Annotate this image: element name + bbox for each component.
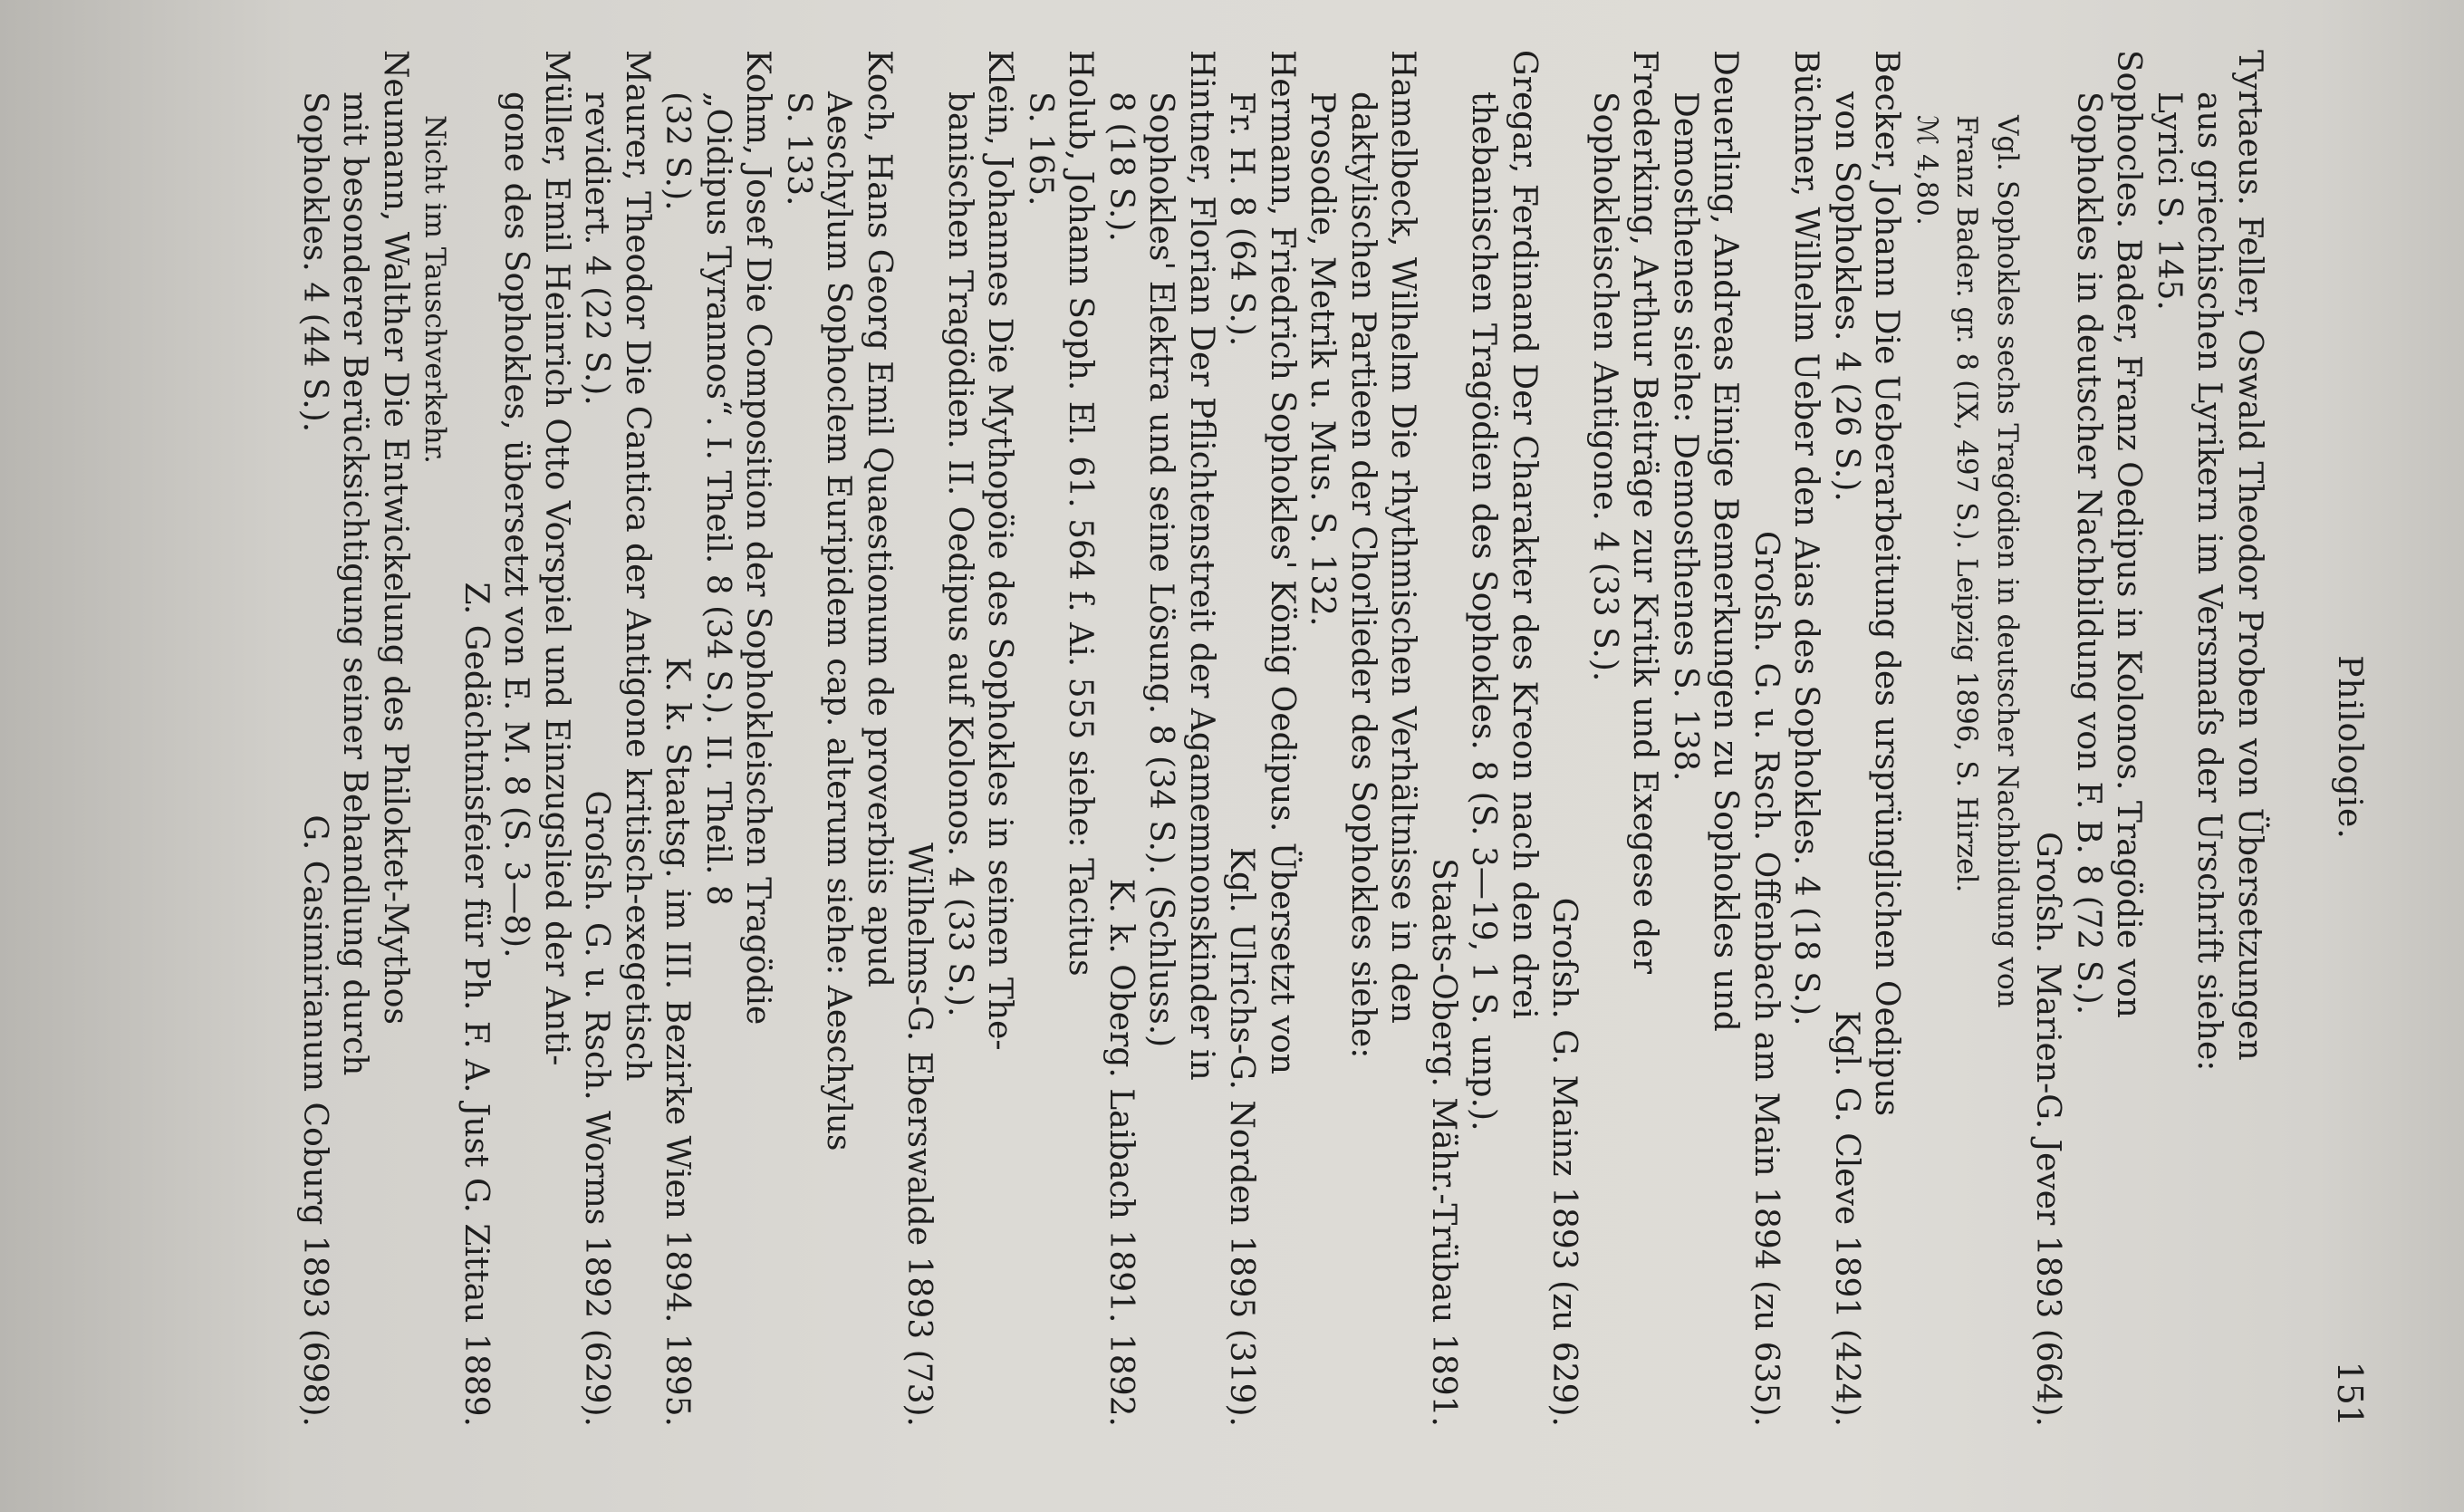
running-head: Philologie. — [2331, 655, 2368, 840]
entry-line: revidiert. 4 (22 S.). Groſsh. G. u. Rsch. Worms 1892 (629). — [576, 50, 617, 1427]
entry-line: 8 (18 S.). K. k. Oberg. Laibach 1891. 1892. — [1101, 50, 1141, 1427]
entry-line: Gregar, Ferdinand Der Charakter des Kreon nach den drei — [1506, 50, 1543, 1019]
entry-source: Groſsh. G. u. Rsch. Worms 1892 (629). — [578, 790, 616, 1427]
entry-line: Groſsh. G. Mainz 1893 (zu 629). — [1545, 897, 1583, 1427]
entry-line: Vgl. Sophokles sechs Tragödien in deutscher Nachbildung von — [1991, 115, 2024, 1008]
entry-source: Kgl. G. Cleve 1891 (424). — [1828, 1010, 1865, 1427]
entry-line: Fr. H. 8 (64 S.). Kgl. Ulrichs-G. Norden 1895 (319). — [1221, 50, 1262, 1427]
entry-line: Z. Gedächtnisfeier für Ph. F. A. Just G. Zittau 1889. — [457, 582, 495, 1427]
entry-line: S. 133. — [780, 91, 817, 207]
page-header — [2319, 50, 2373, 1445]
entry-line: Sophokles. 4 (44 S.). G. Casimirianum Coburg 1893 (698). — [294, 50, 335, 1427]
entry-line: Hintner, Florian Der Pflichtenstreit der Agamemnonskinder in — [1183, 50, 1220, 1081]
entry-source: K. k. Staatsg. im III. Bezirke Wien 1894. 1895. — [659, 657, 697, 1427]
entry-line: Tyrtaeus. Feller, Oswald Theodor Proben von Übersetzungen — [2231, 50, 2268, 1061]
entry-line: aus griechischen Lyrikern im Versmaſs der Urschrift siehe: — [2190, 91, 2228, 1072]
entry-line: Lyrici S. 145. — [2151, 91, 2188, 311]
entry-line: Groſsh. G. u. Rsch. Offenbach am Main 1894 (zu 635). — [1747, 530, 1785, 1427]
entry-line: Klein, Johannes Die Mythopöie des Sophokles in seinen The- — [981, 50, 1019, 1051]
entry-line: Hermann, Friedrich Sophokles' König Oedipus. Übersetzt von — [1264, 50, 1301, 1074]
entry-line: Deuerling, Andreas Einige Bemerkungen zu Sophokles und — [1707, 50, 1745, 1032]
entry-line: Nicht im Tauschverkehr. — [419, 115, 452, 464]
rotated-page-content — [199, 50, 2373, 1463]
entry-line: Sophokles' Elektra und seine Lösung. 8 (34 S.). (Schluss.) — [1142, 91, 1180, 1048]
entry-line: „Oidipus Tyrannos“. I. Theil. 8 (34 S.). II. Theil. 8 — [699, 91, 736, 906]
entry-source: K. k. Oberg. Laibach 1891. 1892. — [1102, 878, 1140, 1427]
entry-line: thebanischen Tragödien des Sophokles. 8 (S. 3—19, 1 S. unp.). — [1465, 91, 1503, 1132]
entry-line: Sophokleischen Antigone. 4 (33 S.). — [1586, 91, 1623, 682]
entry-line: banischen Tragödien. II. Oedipus auf Kolonos. 4 (33 S.). — [941, 91, 978, 1017]
entry-line: Groſsh. Marien-G. Jever 1893 (664). — [2029, 832, 2067, 1427]
entry-line: Prosodie, Metrik u. Mus. S. 132. — [1304, 91, 1342, 627]
entry-line: S. 165. — [1022, 91, 1059, 207]
entry-line: Staats-Oberg. Mähr.-Trübau 1891. — [1425, 858, 1462, 1427]
entry-line: Sophocles. Bader, Franz Oedipus in Kolonos. Tragödie von — [2110, 50, 2148, 1018]
entry-line: daktylischen Partieen der Chorlieder des Sophokles siehe: — [1344, 91, 1381, 1059]
entry-line: Sophokles in deutscher Nachbildung von F. B. 8 (72 S.). — [2070, 91, 2107, 1016]
entry-line: Büchner, Wilhelm Ueber den Aias des Sophokles. 4 (18 S.). — [1787, 50, 1825, 1026]
entry-line: Müller, Emil Heinrich Otto Vorspiel und Einzugslied der Anti- — [538, 50, 575, 1066]
bibliography-entries — [294, 50, 2270, 1427]
page-number: 151 — [2330, 1361, 2370, 1427]
entry-line: Becker, Johann Die Ueberarbeitung des ursprünglichen Oedipus — [1868, 50, 1906, 1117]
entry-source: Kgl. Ulrichs-G. Norden 1895 (319). — [1223, 847, 1261, 1427]
entry-line: gone des Sophokles, übersetzt von E. M. 8 (S. 3—8). — [497, 91, 535, 958]
entry-line: Koch, Hans Georg Emil Quaestionum de proverbiis apud — [861, 50, 898, 987]
entry-line: Wilhelms-G. Eberswalde 1893 (73). — [900, 843, 938, 1427]
entry-source: G. Casimirianum Coburg 1893 (698). — [296, 814, 333, 1427]
entry-line: Hamelbeck, Wilhelm Die rhythmischen Verhältnisse in den — [1384, 50, 1422, 1024]
entry-line: ℳ 4,80. — [1911, 115, 1943, 226]
entry-line: mit besonderer Berücksichtigung seiner Behandlung durch — [336, 91, 374, 1076]
entry-line: von Sophokles. 4 (26 S.). Kgl. G. Cleve 1891 (424). — [1826, 50, 1867, 1427]
entry-line: Neumann, Walther Die Entwickelung des Philoktet-Mythos — [377, 50, 414, 1025]
entry-line: Demosthenes siehe: Demosthenes S. 138. — [1667, 91, 1704, 782]
entry-line: Franz Bader. gr. 8 (IX, 497 S.). Leipzig 1896, S. Hirzel. — [1950, 115, 1984, 893]
entry-line: Holub, Johann Soph. El. 61. 564 f. Ai. 555 siehe: Tacitus — [1062, 50, 1100, 977]
entry-line: Frederking, Arthur Beiträge zur Kritik und Exegese der — [1626, 50, 1664, 974]
entry-line: Aeschylum Sophoclem Euripidem cap. alterum siehe: Aeschylus — [820, 91, 858, 1151]
entry-line: (32 S.). K. k. Staatsg. im III. Bezirke Wien 1894. 1895. — [657, 50, 698, 1427]
entry-line: Kohm, Josef Die Composition der Sophokleischen Tragödie — [739, 50, 777, 1026]
entry-line: Maurer, Theodor Die Cantica der Antigone kritisch-exegetisch — [619, 50, 656, 1082]
